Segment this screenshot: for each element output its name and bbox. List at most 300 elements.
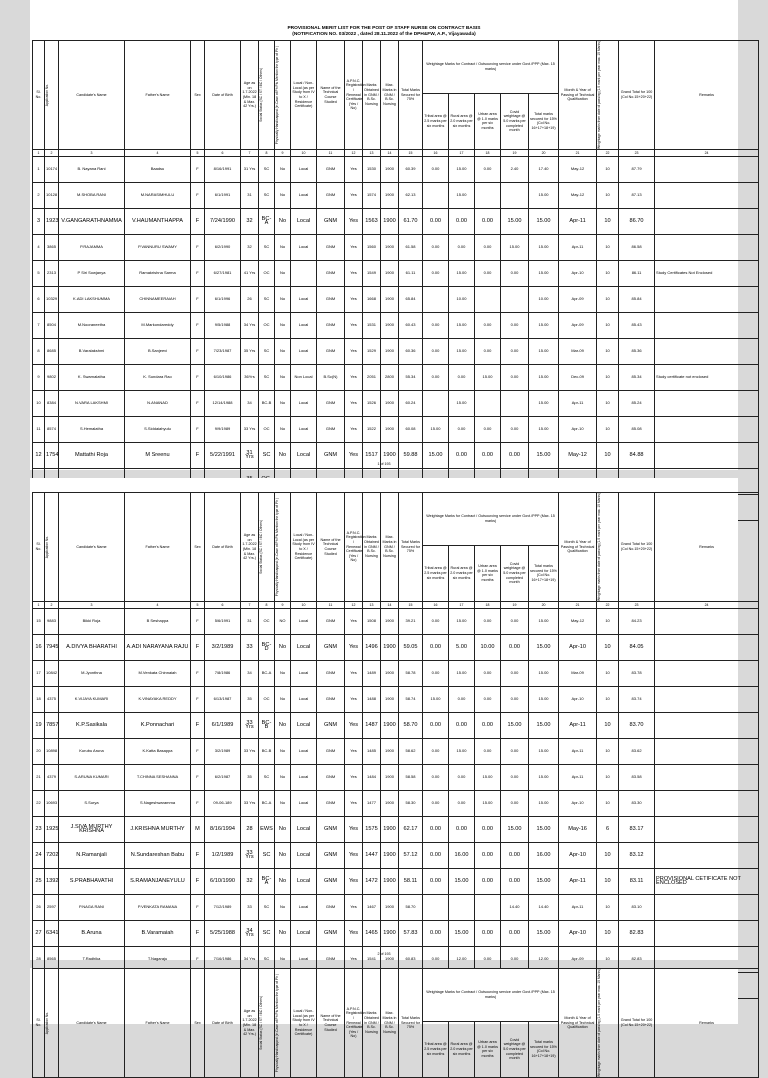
header-remarks: Remarks (655, 493, 759, 602)
cell-max: 1900 (381, 234, 399, 260)
cell-yearwt: 10 (597, 868, 619, 894)
cell-appno: 7945 (45, 634, 59, 660)
cell-social: BC-A (259, 790, 275, 816)
cell-sno: 18 (33, 686, 45, 712)
cell-yearwt: 10 (597, 312, 619, 338)
cell-social: OC (259, 686, 275, 712)
cell-apnc: Yes (345, 946, 363, 972)
cell-year: Apr-11 (559, 764, 597, 790)
cell-dob: 6/1/1991 (205, 182, 241, 208)
cell-total: 60.39 (399, 156, 423, 182)
header-marks-obtained: Marks Obtained in GNM / B.Sc. Nursing (363, 41, 381, 150)
column-number: 24 (655, 601, 759, 608)
cell-apnc: Yes (345, 790, 363, 816)
table-row (33, 234, 759, 260)
column-number: 12 (345, 149, 363, 156)
column-number: 7 (241, 601, 259, 608)
header-marks-obtained: Marks Obtained in GNM / B.Sc. Nursing (363, 969, 381, 1078)
cell-total: 59.88 (399, 442, 423, 468)
cell-remarks (655, 390, 759, 416)
cell-ph: No (275, 156, 291, 182)
cell-remarks (655, 920, 759, 946)
table-row (33, 660, 759, 686)
cell-tribal: 0.00 (423, 738, 449, 764)
cell-name: B. Nayana Rani (59, 156, 125, 182)
header-candidate-name: Candidate's Name (59, 493, 125, 602)
cell-tribal: 0.00 (423, 156, 449, 182)
cell-max: 1900 (381, 442, 399, 468)
cell-marks: 1541 (363, 946, 381, 972)
page-footer: 2 of 193 (377, 952, 391, 956)
cell-social: BC-D (259, 634, 275, 660)
cell-marks: 1575 (363, 816, 381, 842)
cell-total: 60.24 (399, 390, 423, 416)
cell-urban: 0.00 (475, 234, 501, 260)
cell-appno: 9802 (45, 364, 59, 390)
cell-ph: No (275, 764, 291, 790)
cell-father: P.VANNURU SWAMY (125, 234, 191, 260)
cell-name: S.Hemalatha (59, 416, 125, 442)
cell-rural: 15.00 (449, 390, 475, 416)
cell-age: 35 (241, 764, 259, 790)
cell-appno: 10842 (45, 660, 59, 686)
header-grand-total: Grand Total for 100 (Col No.15+20+22) (619, 969, 655, 1078)
table-row (33, 790, 759, 816)
cell-sno: 17 (33, 660, 45, 686)
cell-covid (501, 182, 529, 208)
cell-age: 33 (241, 894, 259, 920)
cell-father: M.Venkata Chinnaiah (125, 660, 191, 686)
cell-urban: 0.00 (475, 946, 501, 972)
column-number: 14 (381, 601, 399, 608)
cell-covid: 0.00 (501, 868, 529, 894)
column-number: 15 (399, 149, 423, 156)
cell-year: Apr-10 (559, 686, 597, 712)
cell-year: Apr-10 (559, 790, 597, 816)
cell-dob: 12/14/1988 (205, 390, 241, 416)
cell-father: M Sreenu (125, 442, 191, 468)
cell-local: Local (291, 660, 317, 686)
cell-grand: 82.83 (619, 920, 655, 946)
cell-father: CHINNAMEERAIAH (125, 286, 191, 312)
cell-remarks (655, 738, 759, 764)
cell-dob: 6/1/1989 (205, 712, 241, 738)
cell-appno: 3865 (45, 234, 59, 260)
cell-urban: 0.00 (475, 338, 501, 364)
cell-dob: 7/16/1986 (205, 946, 241, 972)
cell-covid: 0.00 (501, 946, 529, 972)
cell-dob: 8/16/1994 (205, 816, 241, 842)
table-row (33, 842, 759, 868)
cell-sex: F (191, 790, 205, 816)
cell-ph: No (275, 338, 291, 364)
cell-yearwt: 10 (597, 260, 619, 286)
cell-social: BC-B (259, 390, 275, 416)
cell-remarks (655, 156, 759, 182)
cell-rural: 15.00 (449, 156, 475, 182)
table-body (33, 601, 759, 998)
header-social-status (259, 969, 275, 1078)
cell-year: Apr-11 (559, 868, 597, 894)
cell-father: B.Varamaiah (125, 920, 191, 946)
cell-social: OC (259, 312, 275, 338)
cell-age: 26 (241, 286, 259, 312)
cell-marks: 1531 (363, 312, 381, 338)
cell-tribal (423, 390, 449, 416)
header-urban-area: Urban area @ 1.0 marks per six months (475, 93, 501, 149)
cell-name: M.Nooraneetha (59, 312, 125, 338)
cell-year: Apr-09 (559, 946, 597, 972)
column-number: 22 (597, 601, 619, 608)
cell-marks: 1485 (363, 738, 381, 764)
cell-apnc: Yes (345, 634, 363, 660)
cell-appno: 2597 (45, 894, 59, 920)
cell-year: Apr-11 (559, 234, 597, 260)
table-row (33, 712, 759, 738)
cell-year: Apr-09 (559, 286, 597, 312)
cell-course: GNM (317, 894, 345, 920)
cell-marks: 1549 (363, 260, 381, 286)
cell-grand: 83.74 (619, 686, 655, 712)
cell-appno: 8384 (45, 390, 59, 416)
cell-tribal: 0.00 (423, 364, 449, 390)
cell-apnc: Yes (345, 920, 363, 946)
cell-urban: 0.00 (475, 208, 501, 234)
cell-yearwt: 10 (597, 738, 619, 764)
cell-name: P.NAGA RANI (59, 894, 125, 920)
cell-father: V.HAUMANTHAPPA (125, 208, 191, 234)
column-number: 16 (423, 149, 449, 156)
cell-grand: 87.79 (619, 156, 655, 182)
document-title (30, 26, 738, 38)
cell-name: M.SHOBA RANI (59, 182, 125, 208)
cell-remarks (655, 842, 759, 868)
title-line-1: PROVISIONAL MERIT LIST FOR THE POST OF STAFF NURSE ON CONTRACT BASIS (287, 26, 481, 31)
cell-yearwt: 10 (597, 764, 619, 790)
cell-totwt: 15.00 (529, 920, 559, 946)
cell-yearwt: 10 (597, 894, 619, 920)
cell-total: 58.78 (399, 660, 423, 686)
cell-max: 1900 (381, 416, 399, 442)
cell-max: 1900 (381, 660, 399, 686)
header-local-status: Local / Non-Local (as per Study from IV to X / Residence Certificate) (291, 969, 317, 1078)
column-number-row (33, 149, 759, 156)
cell-rural: 0.00 (449, 416, 475, 442)
cell-grand: 84.05 (619, 634, 655, 660)
cell-year: May-16 (559, 816, 597, 842)
cell-tribal: 0.00 (423, 208, 449, 234)
cell-covid (501, 390, 529, 416)
cell-appno: 10128 (45, 182, 59, 208)
header-total-15: Total marks secured for 15% (Col No. 16+17+18+19) (529, 93, 559, 149)
cell-tribal: 15.00 (423, 442, 449, 468)
cell-totwt: 15.00 (529, 660, 559, 686)
cell-ph: No (275, 686, 291, 712)
cell-marks: 1488 (363, 686, 381, 712)
cell-age: 34 Yrs (241, 920, 259, 946)
header-social-status-text: Social Status (SC / ST / BC / Others) (259, 520, 263, 574)
cell-marks: 1484 (363, 764, 381, 790)
cell-year: Apr-11 (559, 208, 597, 234)
cell-yearwt: 10 (597, 416, 619, 442)
cell-local: Local (291, 156, 317, 182)
cell-grand: 85.24 (619, 390, 655, 416)
cell-apnc: Yes (345, 338, 363, 364)
cell-dob: 7/24/1990 (205, 208, 241, 234)
merit-table-page-2 (32, 492, 759, 999)
cell-appno: 6341 (45, 920, 59, 946)
cell-marks: 1529 (363, 338, 381, 364)
header-max-marks: Max. Marks in GNM / B.Sc. Nursing (381, 41, 399, 150)
column-number: 19 (501, 601, 529, 608)
cell-urban: 0.00 (475, 842, 501, 868)
cell-tribal: 0.00 (423, 260, 449, 286)
cell-urban: 15.00 (475, 764, 501, 790)
cell-sex: F (191, 868, 205, 894)
column-number: 10 (291, 601, 317, 608)
cell-apnc: Yes (345, 260, 363, 286)
cell-social: SC (259, 920, 275, 946)
cell-appno: 8685 (45, 338, 59, 364)
cell-social: SC (259, 286, 275, 312)
header-row (33, 493, 759, 546)
header-weightage-group: Weightage Marks for Contract / Outsourcing service under Govt./PPP (Max. 15 marks) (423, 969, 559, 1022)
cell-tribal: 0.00 (423, 634, 449, 660)
cell-totwt: 15.00 (529, 868, 559, 894)
column-number: 13 (363, 149, 381, 156)
cell-urban: 0.00 (475, 738, 501, 764)
cell-name: P.RAJAMMA (59, 234, 125, 260)
cell-ph: No (275, 946, 291, 972)
cell-marks: 1563 (363, 208, 381, 234)
cell-rural: 0.00 (449, 816, 475, 842)
cell-father: S.RAMANJANEYULU (125, 868, 191, 894)
column-number: 13 (363, 601, 381, 608)
cell-ph: No (275, 182, 291, 208)
cell-max: 1900 (381, 842, 399, 868)
cell-rural: 10.00 (449, 286, 475, 312)
cell-social: BC-A (259, 868, 275, 894)
cell-dob: 9/5/1988 (205, 312, 241, 338)
cell-sno: 8 (33, 338, 45, 364)
cell-tribal: 0.00 (423, 816, 449, 842)
cell-tribal: 0.00 (423, 660, 449, 686)
cell-name: S.Surya (59, 790, 125, 816)
cell-grand: 85.43 (619, 312, 655, 338)
cell-covid: 15.00 (501, 712, 529, 738)
cell-local: Local (291, 338, 317, 364)
cell-sno: 26 (33, 894, 45, 920)
cell-sno: 28 (33, 946, 45, 972)
cell-grand: 83.17 (619, 816, 655, 842)
cell-social: SC (259, 156, 275, 182)
cell-father: M.Markondareddy (125, 312, 191, 338)
cell-social: OC (259, 260, 275, 286)
column-number: 7 (241, 149, 259, 156)
column-number: 21 (559, 601, 597, 608)
header-application-no-text: Application No. (45, 535, 49, 559)
cell-apnc: Yes (345, 156, 363, 182)
column-number: 1 (33, 601, 45, 608)
header-application-no-text: Application No. (45, 83, 49, 107)
cell-total: 39.21 (399, 608, 423, 634)
cell-course: GNM (317, 234, 345, 260)
cell-social: OC (259, 608, 275, 634)
cell-ph: No (275, 842, 291, 868)
cell-rural: 5.00 (449, 634, 475, 660)
cell-local: Local (291, 816, 317, 842)
header-weightage-group: Weightage Marks for Contract / Outsourcing service under Govt./PPP (Max. 15 marks) (423, 41, 559, 94)
cell-age: 33 Yrs (241, 416, 259, 442)
cell-rural: 15.00 (449, 868, 475, 894)
table-row (33, 894, 759, 920)
cell-sno: 27 (33, 920, 45, 946)
cell-appno: 8565 (45, 946, 59, 972)
cell-social: SC (259, 764, 275, 790)
cell-dob: 3/2/1989 (205, 634, 241, 660)
cell-local: Local (291, 634, 317, 660)
cell-totwt: 15.00 (529, 738, 559, 764)
cell-course: GNM (317, 946, 345, 972)
cell-ph: No (275, 634, 291, 660)
header-remarks: Remarks (655, 41, 759, 150)
cell-urban: 0.00 (475, 442, 501, 468)
header-candidate-name: Candidate's Name (59, 41, 125, 150)
header-year-weightage-text: Weightage marks from date of passing (1.0 mark per year max. 10 Marks) (597, 41, 602, 149)
cell-totwt: 15.00 (529, 234, 559, 260)
cell-totwt: 15.00 (529, 442, 559, 468)
cell-local: Local (291, 920, 317, 946)
header-apnc-registration: A.P.N.C. Registration / Renewal Certificate (Yes / No) (345, 493, 363, 602)
cell-tribal: 0.00 (423, 868, 449, 894)
cell-apnc: Yes (345, 390, 363, 416)
cell-yearwt: 10 (597, 442, 619, 468)
cell-year: Apr-11 (559, 390, 597, 416)
cell-rural: 16.00 (449, 842, 475, 868)
cell-totwt: 15.00 (529, 712, 559, 738)
merit-table-page-1 (32, 40, 759, 521)
cell-total: 58.11 (399, 868, 423, 894)
cell-age: 41 Yrs (241, 260, 259, 286)
header-age: Age as on 1.7.2022 (Min. 18 & Max. 42 Yrs.) (241, 969, 259, 1078)
column-number: 9 (275, 149, 291, 156)
column-number: 4 (125, 601, 191, 608)
cell-max: 1900 (381, 816, 399, 842)
table-row (33, 312, 759, 338)
column-number: 8 (259, 601, 275, 608)
column-number: 17 (449, 149, 475, 156)
cell-father: T.Nagaraju (125, 946, 191, 972)
cell-dob: 5/25/1988 (205, 920, 241, 946)
header-year-weightage (597, 493, 619, 602)
cell-covid: 0.00 (501, 338, 529, 364)
cell-remarks (655, 338, 759, 364)
cell-social: SC (259, 182, 275, 208)
cell-max: 1900 (381, 894, 399, 920)
cell-local (291, 260, 317, 286)
cell-name: S.ARUNA KUMARI (59, 764, 125, 790)
cell-total: 61.70 (399, 208, 423, 234)
cell-covid (501, 286, 529, 312)
cell-local: Local (291, 686, 317, 712)
cell-name: B.Aruna (59, 920, 125, 946)
cell-appno: 10693 (45, 790, 59, 816)
header-application-no (45, 969, 59, 1078)
cell-father: N.Sundareshan Babu (125, 842, 191, 868)
cell-covid: 0.00 (501, 364, 529, 390)
header-local-status: Local / Non-Local (as per Study from IV to X / Residence Certificate) (291, 493, 317, 602)
header-sl-no: Sl. No. (33, 41, 45, 150)
cell-marks: 1496 (363, 634, 381, 660)
cell-father: Baadsu (125, 156, 191, 182)
cell-total: 58.30 (399, 790, 423, 816)
header-max-marks: Max. Marks in GNM / B.Sc. Nursing (381, 493, 399, 602)
cell-yearwt: 10 (597, 920, 619, 946)
cell-appno: 7202 (45, 842, 59, 868)
header-urban-area: Urban area @ 1.0 marks per six months (475, 1021, 501, 1077)
cell-max: 1900 (381, 312, 399, 338)
table-row (33, 816, 759, 842)
cell-dob: 6/1/1996 (205, 286, 241, 312)
cell-course: B.Sc(N) (317, 364, 345, 390)
cell-grand: 86.70 (619, 208, 655, 234)
cell-totwt: 15.00 (529, 338, 559, 364)
header-course: Name of the Technical Course Studied (317, 493, 345, 602)
cell-name: N.Ramanjali (59, 842, 125, 868)
cell-urban (475, 390, 501, 416)
cell-ph: No (275, 286, 291, 312)
cell-year: Apr-10 (559, 920, 597, 946)
cell-social: BC-A (259, 208, 275, 234)
table-row (33, 390, 759, 416)
cell-year: May-12 (559, 182, 597, 208)
cell-rural: 0.00 (449, 234, 475, 260)
title-line-2: (NOTIFICATION NO. 03/2022 , dated 28.11.2022 of the DPH&FW, A.P., Vijayawada) (292, 32, 476, 37)
cell-tribal: 0.00 (423, 338, 449, 364)
cell-urban: 0.00 (475, 686, 501, 712)
cell-year: Apr-11 (559, 738, 597, 764)
header-date-of-birth: Date of Birth (205, 969, 241, 1078)
cell-grand: 84.23 (619, 608, 655, 634)
cell-name: Mattathi Roja (59, 442, 125, 468)
cell-course: GNM (317, 842, 345, 868)
header-sl-no: Sl. No. (33, 969, 45, 1078)
cell-grand: 85.08 (619, 416, 655, 442)
cell-name: M.Jyonthna (59, 660, 125, 686)
cell-course: GNM (317, 390, 345, 416)
column-number: 17 (449, 601, 475, 608)
header-year-weightage (597, 969, 619, 1078)
header-marks-obtained: Marks Obtained in GNM / B.Sc. Nursing (363, 493, 381, 602)
cell-tribal: 0.00 (423, 712, 449, 738)
cell-tribal: 15.00 (423, 416, 449, 442)
cell-remarks: Study certificate not enclosed (655, 364, 759, 390)
table-row (33, 416, 759, 442)
cell-grand: 83.12 (619, 842, 655, 868)
cell-apnc: Yes (345, 182, 363, 208)
cell-ph: No (275, 416, 291, 442)
merit-table-page-3 (32, 968, 759, 1078)
cell-totwt: 17.40 (529, 156, 559, 182)
cell-year: Apr-11 (559, 894, 597, 920)
cell-ph: No (275, 660, 291, 686)
cell-remarks (655, 894, 759, 920)
cell-totwt: 15.00 (529, 764, 559, 790)
cell-totwt: 15.00 (529, 364, 559, 390)
cell-dob: 9/9/1989 (205, 416, 241, 442)
cell-covid: 2.40 (501, 156, 529, 182)
cell-marks: 1472 (363, 868, 381, 894)
